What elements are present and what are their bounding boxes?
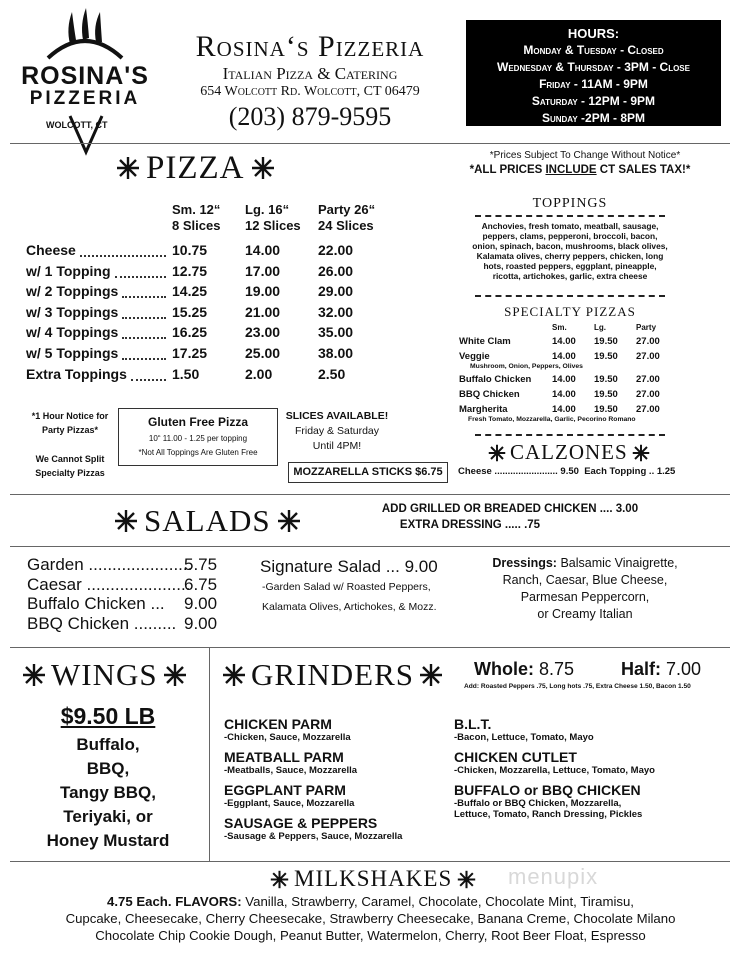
pizza-row-name: Cheese bbox=[26, 242, 76, 258]
salad-price: 6.75 bbox=[184, 574, 218, 594]
salad-name: Caesar ...................... bbox=[27, 574, 191, 594]
specialty-col-header: Sm. bbox=[552, 323, 567, 332]
milkshakes-title: MILKSHAKES bbox=[294, 866, 453, 891]
wings-heading bbox=[22, 657, 187, 693]
restaurant-title: Rosina‘s Pizzeria bbox=[195, 30, 425, 63]
divider bbox=[475, 215, 665, 217]
calzones-heading bbox=[488, 440, 650, 465]
wings-price: $9.50 LB bbox=[60, 703, 156, 729]
slices-available: SLICES AVAILABLE! Friday & Saturday Until 4PM! bbox=[285, 410, 389, 452]
specialty-price-large: 19.50 bbox=[594, 374, 618, 385]
salad-name: BBQ Chicken ......... bbox=[27, 613, 177, 633]
pizza-price-large: 2.00 bbox=[245, 366, 273, 382]
divider bbox=[475, 295, 665, 297]
pizza-price-party: 2.50 bbox=[318, 366, 346, 382]
starburst-icon bbox=[488, 444, 506, 462]
hours-line: Friday - 11AM - 9PM bbox=[539, 77, 648, 91]
specialty-price-large: 19.50 bbox=[594, 389, 618, 400]
mozzarella-sticks: MOZZARELLA STICKS $6.75 bbox=[288, 462, 448, 483]
specialty-price-small: 14.00 bbox=[552, 374, 576, 385]
restaurant-address: 654 Wolcott Rd. Wolcott, CT 06479 bbox=[200, 84, 420, 99]
milkshakes-heading bbox=[270, 866, 476, 892]
pizza-price-large: 17.00 bbox=[245, 263, 281, 279]
pizza-heading bbox=[116, 148, 275, 188]
salad-price: 9.00 bbox=[184, 594, 218, 613]
specialty-name: Margherita bbox=[459, 404, 508, 415]
pizza-row-name: Extra Toppings bbox=[26, 366, 127, 382]
dot-leader bbox=[122, 358, 166, 360]
starburst-icon bbox=[632, 444, 650, 462]
gluten-free-box bbox=[118, 408, 278, 466]
starburst-icon bbox=[116, 156, 140, 180]
specialty-price-large: 19.50 bbox=[594, 404, 618, 415]
restaurant-phone: (203) 879-9595 bbox=[228, 102, 392, 131]
grinders-title: GRINDERS bbox=[251, 657, 415, 692]
dressings: Dressings: Balsamic Vinaigrette, Ranch, Caesar, Blue Cheese, Parmesan Peppercorn, or Creamy Italian bbox=[492, 556, 678, 621]
grinder-item: B.L.T. -Bacon, Lettuce, Tomato, Mayo bbox=[454, 716, 594, 743]
calzones-title: CALZONES bbox=[510, 440, 628, 464]
specialty-price-party: 27.00 bbox=[636, 389, 660, 400]
divider bbox=[209, 647, 210, 861]
salad-add-chicken: ADD GRILLED OR BREADED CHICKEN .... 3.00 bbox=[381, 503, 639, 515]
toppings-title: TOPPINGS bbox=[532, 196, 608, 211]
specialty-desc: Mushroom, Onion, Peppers, Olives bbox=[470, 363, 583, 370]
dot-leader bbox=[131, 379, 166, 381]
logo-line2: PIZZERIA bbox=[29, 88, 141, 109]
logo-line1: ROSINA'S bbox=[21, 62, 149, 90]
starburst-icon bbox=[251, 156, 275, 180]
grinder-item: CHICKEN CUTLET -Chicken, Mozzarella, Lettuce, Tomato, Mayo bbox=[454, 749, 655, 776]
starburst-icon bbox=[277, 509, 301, 533]
gluten-free-note: *Not All Toppings Are Gluten Free bbox=[138, 448, 258, 457]
price-notice: *Prices Subject To Change Without Notice* bbox=[489, 150, 681, 161]
specialty-price-small: 14.00 bbox=[552, 404, 576, 415]
grinder-whole-price: Whole: 8.75 bbox=[474, 659, 575, 679]
pizza-price-small: 12.75 bbox=[172, 263, 208, 279]
pizza-price-small: 1.50 bbox=[172, 366, 200, 382]
salads-heading bbox=[114, 501, 301, 541]
specialty-name: White Clam bbox=[459, 336, 511, 347]
salads-title: SALADS bbox=[144, 503, 271, 538]
starburst-icon bbox=[222, 663, 246, 687]
dot-leader bbox=[122, 337, 166, 339]
salad-name: Garden ...................... bbox=[27, 555, 193, 574]
gluten-free-price: 10“ 11.00 - 1.25 per topping bbox=[148, 434, 248, 443]
pizza-price-small: 16.25 bbox=[172, 324, 208, 340]
pizza-price-small: 10.75 bbox=[172, 242, 208, 258]
divider bbox=[10, 647, 730, 648]
hours-line: Saturday - 12PM - 9PM bbox=[531, 94, 656, 108]
restaurant-subtitle: Italian Pizza & Catering bbox=[222, 64, 398, 83]
dot-leader bbox=[80, 255, 166, 257]
split-notice: We Cannot Split Specialty Pizzas bbox=[35, 454, 105, 478]
salad-name: Buffalo Chicken ... bbox=[27, 594, 165, 613]
hours-box bbox=[466, 20, 721, 126]
signature-salad-desc: -Garden Salad w/ Roasted Peppers, bbox=[262, 581, 431, 593]
pizza-row-name: w/ 1 Topping bbox=[26, 263, 111, 279]
milkshake-flavors: 4.75 Each. FLAVORS: Vanilla, Strawberry, Caramel, Chocolate, Chocolate Mint, Tiramisu, Cupcake, Cheesecake, Cherry Cheesecake, Strawberry Cheesecake, Banana Creme, Chocolate Milano Chocolate Chip Cookie Dough, Peanut Butter, Watermelon, Cherry, Root Beer Float, Espresso bbox=[65, 894, 676, 943]
hours-title: HOURS: bbox=[567, 26, 620, 41]
signature-salad-desc: Kalamata Olives, Artichokes, & Mozz. bbox=[262, 601, 437, 613]
watermark: menupix bbox=[508, 864, 599, 889]
grinder-half-price: Half: 7.00 bbox=[621, 659, 702, 679]
divider bbox=[10, 546, 730, 547]
pizza-col-header: Party 26“ 24 Slices bbox=[318, 202, 376, 233]
salad-extra-dressing: EXTRA DRESSING ..... .75 bbox=[399, 519, 541, 531]
specialty-col-header: Lg. bbox=[594, 323, 606, 332]
specialty-price-party: 27.00 bbox=[636, 351, 660, 362]
starburst-icon bbox=[22, 663, 46, 687]
pizza-price-party: 22.00 bbox=[318, 242, 354, 258]
logo-tag: WOLCOTT, CT bbox=[46, 120, 108, 130]
pizza-price-large: 19.00 bbox=[245, 283, 281, 299]
pizza-price-large: 14.00 bbox=[245, 242, 281, 258]
divider bbox=[10, 494, 730, 495]
dot-leader bbox=[122, 317, 166, 319]
pizza-price-small: 17.25 bbox=[172, 345, 208, 361]
hours-line: Wednesday & Thursday - 3PM - Close bbox=[497, 60, 690, 74]
specialty-price-small: 14.00 bbox=[552, 336, 576, 347]
logo-flame-icon bbox=[40, 6, 130, 64]
grinder-add-ons: Add: Roasted Peppers .75, Long hots .75, Extra Cheese 1.50, Bacon 1.50 bbox=[464, 683, 691, 690]
pizza-title: PIZZA bbox=[146, 149, 245, 186]
pizza-row-name: w/ 5 Toppings bbox=[26, 345, 119, 361]
salad-price: 5.75 bbox=[184, 555, 218, 574]
salad-price: 9.00 bbox=[184, 613, 218, 633]
hours-line: Monday & Tuesday - Closed bbox=[523, 43, 664, 57]
logo bbox=[10, 6, 160, 158]
specialty-price-small: 14.00 bbox=[552, 351, 576, 362]
pizza-row-name: w/ 3 Toppings bbox=[26, 304, 119, 320]
specialty-name: Buffalo Chicken bbox=[459, 374, 532, 385]
specialty-price-party: 27.00 bbox=[636, 336, 660, 347]
starburst-icon bbox=[114, 509, 138, 533]
specialty-price-large: 19.50 bbox=[594, 351, 618, 362]
specialty-name: BBQ Chicken bbox=[459, 389, 520, 400]
signature-salad: Signature Salad ... 9.00 bbox=[260, 557, 438, 576]
gluten-free-title: Gluten Free Pizza bbox=[147, 415, 249, 429]
specialty-name: Veggie bbox=[459, 351, 490, 362]
starburst-icon bbox=[270, 870, 289, 889]
pizza-row-name: w/ 2 Toppings bbox=[26, 283, 119, 299]
pizza-col-header: Lg. 16“ 12 Slices bbox=[245, 202, 301, 233]
pizza-price-small: 14.25 bbox=[172, 283, 208, 299]
dot-leader bbox=[115, 276, 166, 278]
pizza-price-party: 38.00 bbox=[318, 345, 354, 361]
pizza-price-party: 29.00 bbox=[318, 283, 354, 299]
specialty-price-party: 27.00 bbox=[636, 404, 660, 415]
starburst-icon bbox=[457, 870, 476, 889]
pizza-price-party: 32.00 bbox=[318, 304, 354, 320]
specialty-price-small: 14.00 bbox=[552, 389, 576, 400]
divider bbox=[10, 143, 730, 144]
pizza-row-name: w/ 4 Toppings bbox=[26, 324, 119, 340]
pizza-price-large: 21.00 bbox=[245, 304, 281, 320]
specialty-price-party: 27.00 bbox=[636, 374, 660, 385]
logo-v-mark-icon bbox=[66, 112, 106, 156]
hours-line: Sunday -2PM - 8PM bbox=[541, 111, 646, 125]
specialty-price-large: 19.50 bbox=[594, 336, 618, 347]
dot-leader bbox=[122, 296, 166, 298]
grinder-item: SAUSAGE & PEPPERS -Sausage & Peppers, Sauce, Mozzarella bbox=[224, 815, 403, 842]
grinder-item: CHICKEN PARM -Chicken, Sauce, Mozzarella bbox=[224, 716, 351, 743]
starburst-icon bbox=[419, 663, 443, 687]
divider bbox=[10, 861, 730, 862]
grinder-item: MEATBALL PARM -Meatballs, Sauce, Mozzarella bbox=[224, 749, 358, 776]
toppings-list: Anchovies, fresh tomato, meatball, sausage, peppers, clams, pepperoni, broccoli, bacon, onion, spinach, bacon, mushrooms, black olives, Kalamata olives, cherry peppers, chicken, long hots, roasted peppers, eggplant, pineapple, ricotta, artichokes, garlic, extra cheese bbox=[472, 221, 668, 281]
starburst-icon bbox=[163, 663, 187, 687]
specialty-title: SPECIALTY PIZZAS bbox=[504, 304, 636, 319]
grinders-heading bbox=[222, 657, 443, 693]
grinder-item: BUFFALO or BBQ CHICKEN -Buffalo or BBQ Chicken, Mozzarella, Lettuce, Tomato, Ranch Dressing, Pickles bbox=[454, 782, 643, 820]
specialty-desc: Fresh Tomato, Mozzarella, Garlic, Pecorino Romano bbox=[468, 416, 636, 423]
pizza-price-party: 26.00 bbox=[318, 263, 354, 279]
wings-title: WINGS bbox=[51, 657, 158, 692]
pizza-col-header: Sm. 12“ 8 Slices bbox=[172, 202, 221, 233]
wings-flavors: Buffalo, BBQ, Tangy BBQ, Teriyaki, or Honey Mustard bbox=[46, 735, 170, 850]
party-notice: *1 Hour Notice for Party Pizzas* bbox=[31, 411, 109, 435]
pizza-price-small: 15.25 bbox=[172, 304, 208, 320]
grinder-item: EGGPLANT PARM -Eggplant, Sauce, Mozzarella bbox=[224, 782, 355, 809]
pizza-price-large: 23.00 bbox=[245, 324, 281, 340]
pizza-price-party: 35.00 bbox=[318, 324, 354, 340]
tax-notice: *ALL PRICES INCLUDE CT SALES TAX!* bbox=[469, 164, 691, 176]
pizza-price-large: 25.00 bbox=[245, 345, 281, 361]
calzones-prices: Cheese ........................ 9.50 Each Topping .. 1.25 bbox=[458, 466, 676, 477]
specialty-col-header: Party bbox=[636, 323, 657, 332]
divider bbox=[475, 434, 665, 436]
